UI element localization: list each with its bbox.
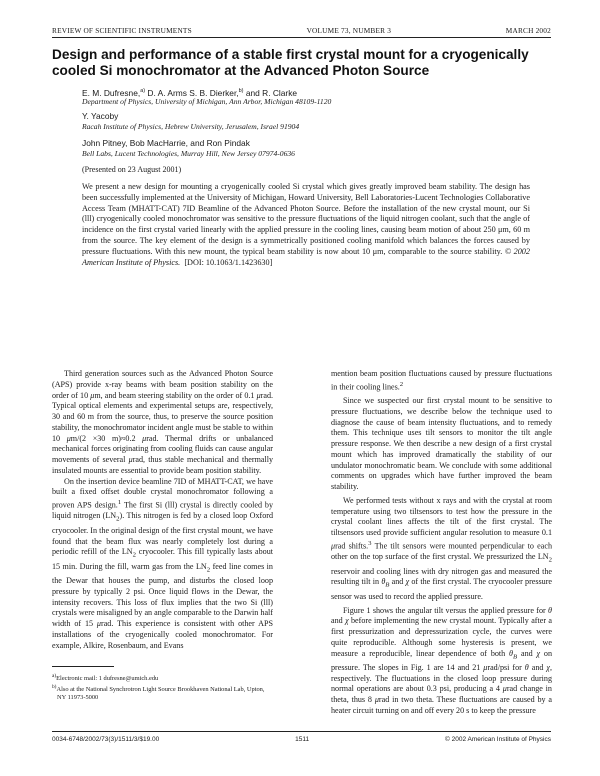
abstract: We present a new design for mounting a cryogenically cooled Si crystal which gives greatly improved beam stability. The design has been successfully implemented at the University of Michigan, Howard University, Bell Laboratories-Lucent Technologies Collaborative Access Team (MHATT-CAT) 7ID Beamline of the Advanced Photon Source. Before the installation of the new crystal mount, our Si (lll) cryogenically cooled monochromator was sensitive to the pressure fluctuations of the liquid nitrogen coolant, such that the angle of incidence on the first crystal varied linearly with the applied pressure in the cooling lines, causing beam motion of about 250 μm, 60 m from the source. The key element of the design is a symmetrically positioned cooling manifold which balances the forces caused by pressure fluctuations. With this new mount, the typical beam stability is now about 10 μm, comparable to the source stability. © 2002 American Institute of Physics. [DOI: 10.1063/1.1423630]	[82, 182, 530, 267]
author-list-3: John Pitney, Bob MacHarrie, and Ron Pindak	[82, 138, 250, 148]
author-list-1: E. M. Dufresne,$^{a)}$ D. A. Arms S. B. Dierker,$^{b)}$ and R. Clarke	[82, 87, 298, 98]
header-rule	[52, 37, 551, 38]
affiliation-3: Bell Labs, Lucent Technologies, Murray Hill, New Jersey 07974-0636	[82, 149, 295, 158]
footnote-b: $^{b)}$Also at the National Synchrotron Light Source Brookhaven National Lab, Upton, NY 11973-5000	[52, 684, 265, 702]
article-code: 0034-6748/2002/73(3)/1511/3/$19.00	[52, 736, 160, 743]
journal-name: REVIEW OF SCIENTIFIC INSTRUMENTS	[52, 26, 192, 35]
body-paragraph: Figure 1 shows the angular tilt versus the applied pressure for θ and χ before implementing the new crystal mount. Typically after a first pressurization and depressurization cycle, the curves were quite reproducible. Although some hysteresis is present, we measure a reproducible, linear dependence of both $\theta_B$ and χ on pressure. The slopes in Fig. 1 are 14 and 21 μrad/psi for θ and χ, respectively. The fluctuations in the closed loop pressure during normal operations are about 0.3 psi, producing a 4 μrad change in theta, thus 8 μrad in two theta. These fluctuations are caused by a heater circuit turning on and off every 20 s to keep the pressure	[331, 605, 553, 715]
body-column-right	[331, 369, 552, 717]
copyright: © 2002 American Institute of Physics	[445, 736, 551, 743]
page-footer	[52, 736, 551, 743]
body-paragraph: Since we suspected our first crystal mount to be sensitive to pressure fluctuations, we describe below the technique used to diagnose the cause of beam intensity fluctuations, and to remedy them. This technique uses tilt sensors to monitor the tilt angle pressure response. We then describe a new design of a first crystal mount which has improved dramatically the stability of our undulator monochromatic beam. We conclude with some additional comments on upgrades which have further improved the beam stability.	[331, 396, 552, 492]
footnotes	[52, 672, 273, 702]
body-paragraph: Third generation sources such as the Advanced Photon Source (APS) provide x-ray beams with beam position stability on the order of 10 μm, and beam steering stability on the order of 0.1 μrad. Typical optical elements and experimental setups are, respectively, 30 and 60 m from the source, thus, to preserve the source position stability, the monochromator incident angle must be stable to within 10 μm/(2 ×30 m)≈0.2 μrad. Thermal drifts or unbalanced mechanical forces originating from cooling fluids can cause angular movements of several μrad, thus stable mechanical and thermally insulated mounts are essential to provide beam position stability.	[52, 369, 274, 475]
footnote-rule	[52, 666, 114, 667]
footer-rule	[52, 731, 551, 732]
body-paragraph: We performed tests without x rays and with the crystal at room temperature using two tiltsensors to test how the pressure in the crystal coolant lines affects the tilt of the first crystal. The tiltsensors used provide sufficient angular resolution to measure 0.1 μrad shifts.$^3$ The tilt sensors were mounted perpendicular to each other on the top surface of the first crystal. We pressurized the $LN_2$ reservoir and cooling lines with dry nitrogen gas and measured the resulting tilt in $\theta_B$ and χ of the first crystal. The cryocooler pressure sensor was used to record the applied pressure.	[331, 495, 553, 601]
body-paragraph: On the insertion device beamline 7ID of MHATT-CAT, we have built a fixed offset double crystal monochromator following a proven APS design.$^1$ The first Si (lll) crystal is directly cooled by liquid nitrogen $(LN_2)$. This nitrogen is fed by a closed loop Oxford cryocooler. In the original design of the first crystal mount, we have found that the beam flux was nearly completely lost during a periodic refill of the $LN_2$ cryocooler. This fill typically lasts about 15 min. During the fill, warm gas from the $LN_2$ feed line comes in the Dewar that houses the pump, and disturbs the closed loop pressure by typically 2 psi. Once liquid flows in the Dewar, the intensity recovers. This loss of flux implies that the two Si (lll) crystals were misaligned by an angle comparable to the Darwin half width of 15 μrad. This experience is consistent with other APS installations of the cryogenically cooled monochromator. For example, Alkire, Rosenbaum, and Evans	[52, 476, 274, 650]
footnote-a: $^{a)}$Electronic mail: 1 dufresne@umich.edu	[52, 673, 159, 683]
running-header	[52, 26, 551, 35]
body-column-left	[52, 369, 273, 651]
volume-number: VOLUME 73, NUMBER 3	[306, 26, 392, 35]
affiliation-2: Racah Institute of Physics, Hebrew University, Jerusalem, Israel 91904	[82, 122, 300, 131]
article-title: Design and performance of a stable first crystal mount for a cryogenically cooled Si monochromator at the Advanced Photon Source	[52, 47, 529, 78]
affiliation-1: Department of Physics, University of Michigan, Ann Arbor, Michigan 48109-1120	[82, 97, 332, 106]
issue-date: MARCH 2002	[505, 26, 551, 35]
page-number: 1511	[295, 736, 310, 743]
author-list-2: Y. Yacoby	[82, 111, 119, 121]
presentation-date: (Presented on 23 August 2001)	[82, 165, 182, 174]
body-paragraph: mention beam position fluctuations caused by pressure fluctuations in their cooling lines.$^2$	[331, 369, 552, 392]
